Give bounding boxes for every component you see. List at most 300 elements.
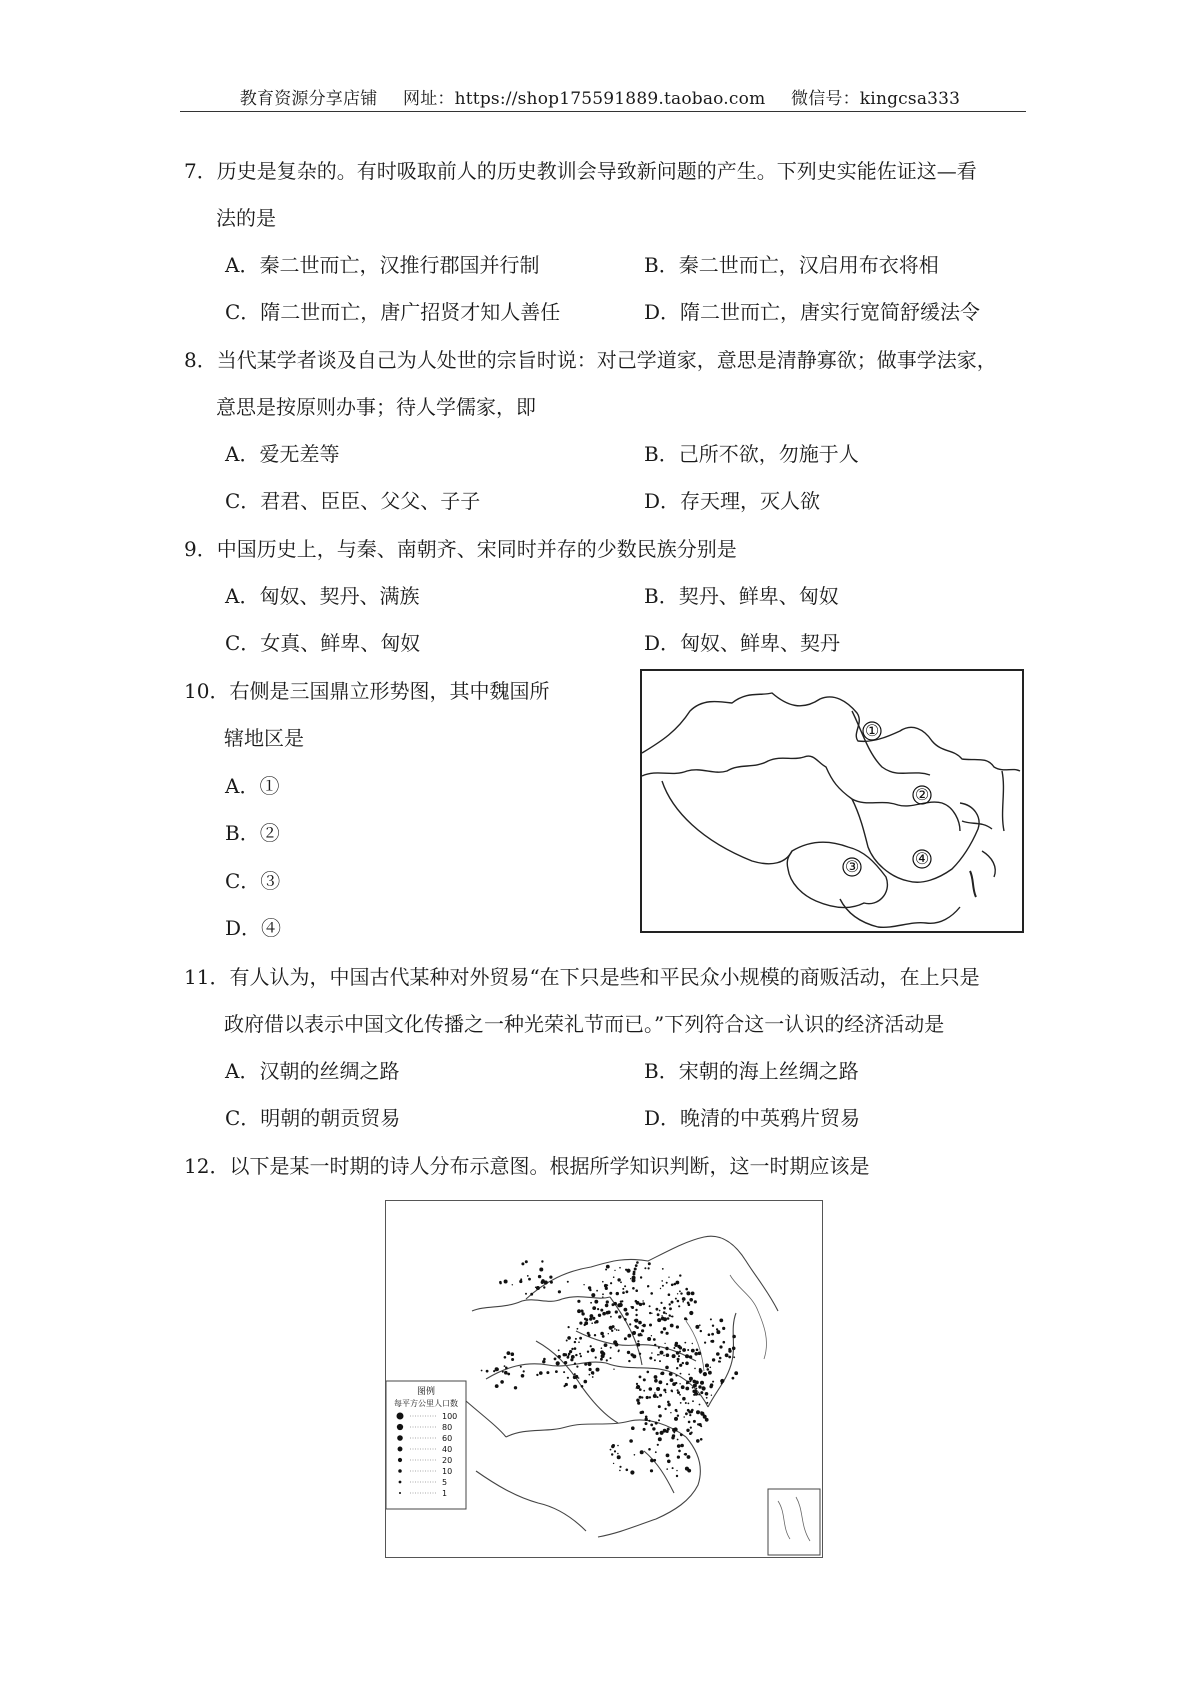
poet-dot	[650, 1424, 653, 1427]
poet-dot	[634, 1319, 636, 1321]
map-label-2: ②	[914, 785, 930, 804]
poet-dot	[650, 1459, 654, 1463]
poet-dot	[647, 1371, 650, 1374]
poet-dot	[660, 1302, 662, 1304]
poet-dot	[642, 1300, 643, 1301]
poet-dot	[611, 1445, 614, 1448]
poet-dot	[635, 1314, 637, 1316]
poet-dot	[675, 1409, 678, 1412]
poet-dot	[675, 1298, 677, 1300]
poet-dot	[725, 1353, 729, 1357]
poet-dot	[700, 1391, 703, 1394]
poet-dot	[688, 1403, 690, 1405]
poet-dot	[610, 1357, 612, 1359]
poet-dot	[654, 1359, 656, 1361]
question-11-option-b[interactable]: B．宋朝的海上丝绸之路	[644, 1059, 859, 1083]
poet-dot	[589, 1368, 592, 1371]
poet-dot	[648, 1420, 650, 1422]
poet-dot	[617, 1455, 621, 1459]
poet-dot	[693, 1384, 697, 1388]
poet-dot	[609, 1292, 612, 1295]
poet-dot	[637, 1343, 641, 1347]
poet-dot	[675, 1374, 677, 1376]
poet-dot	[684, 1298, 686, 1300]
poet-dot	[676, 1470, 677, 1471]
page-header	[180, 84, 1020, 109]
poet-dot	[712, 1325, 714, 1327]
poet-dot	[535, 1287, 537, 1289]
map-legend	[386, 1381, 466, 1509]
question-9-option-a[interactable]: A．匈奴、契丹、满族	[225, 584, 420, 608]
poet-dot	[600, 1350, 604, 1354]
poet-dot	[677, 1456, 680, 1459]
poet-dot	[696, 1388, 698, 1390]
question-9-option-d[interactable]: D．匈奴、鲜卑、契丹	[644, 631, 841, 655]
question-8-option-c[interactable]: C．君君、臣臣、父父、子子	[225, 489, 481, 513]
poet-dot	[613, 1463, 614, 1464]
question-10-option-b[interactable]: B．②	[225, 821, 280, 845]
poet-dot	[646, 1396, 649, 1399]
poet-dot	[668, 1293, 671, 1296]
poet-dot	[605, 1269, 607, 1271]
poet-dot	[720, 1379, 724, 1383]
poet-dot	[663, 1327, 666, 1330]
poet-dot	[610, 1449, 612, 1451]
poet-dot	[689, 1414, 691, 1416]
poet-dot	[574, 1341, 576, 1343]
poet-dot	[550, 1281, 553, 1284]
question-7-option-c[interactable]: C．隋二世而亡，唐广招贤才知人善任	[225, 300, 561, 324]
poet-dot	[587, 1332, 590, 1335]
question-8-option-d[interactable]: D．存天理，灭人欲	[644, 489, 821, 513]
poet-dot	[659, 1360, 661, 1362]
poet-dot	[676, 1367, 678, 1369]
poet-dot	[622, 1291, 625, 1294]
header-shop: 教育资源分享店铺	[239, 89, 378, 109]
question-8-option-a[interactable]: A．爱无差等	[225, 442, 340, 466]
poet-dot	[577, 1328, 579, 1330]
poet-dot	[635, 1309, 637, 1311]
poet-dot	[676, 1281, 680, 1285]
poet-dot	[677, 1293, 678, 1294]
question-7-stem	[184, 160, 977, 182]
poet-dot	[697, 1423, 699, 1425]
poet-dot	[602, 1296, 603, 1297]
poet-dot	[705, 1364, 709, 1368]
poet-dot	[617, 1278, 620, 1281]
poet-dot	[636, 1261, 639, 1264]
poet-dot	[644, 1267, 646, 1269]
poet-dot	[601, 1354, 605, 1358]
poet-dot	[538, 1275, 541, 1278]
legend-value: 20	[442, 1456, 453, 1465]
poet-dot	[606, 1311, 610, 1315]
poet-dot	[648, 1262, 651, 1265]
poet-dot	[581, 1312, 584, 1315]
poet-dot	[536, 1374, 538, 1376]
poet-dot	[664, 1343, 665, 1344]
poet-dot	[718, 1360, 720, 1362]
poet-dot	[671, 1316, 672, 1317]
poet-dot	[673, 1347, 675, 1349]
poet-dot	[656, 1379, 658, 1381]
poet-dot	[632, 1354, 636, 1358]
poet-dot	[719, 1357, 722, 1360]
poet-dot	[716, 1330, 720, 1334]
question-7-option-a[interactable]: A．秦二世而亡，汉推行郡国并行制	[225, 253, 540, 277]
poet-dot	[668, 1277, 669, 1278]
poet-dot	[570, 1351, 572, 1353]
legend-symbol	[397, 1435, 403, 1441]
poet-dot	[591, 1322, 593, 1324]
question-11-option-c[interactable]: C．明朝的朝贡贸易	[225, 1106, 401, 1130]
legend-symbol	[398, 1458, 402, 1462]
poet-dot	[677, 1389, 679, 1391]
poet-dot	[675, 1342, 678, 1345]
poet-dot	[656, 1432, 659, 1435]
poet-dot	[650, 1469, 653, 1472]
poet-dot	[581, 1385, 584, 1388]
poet-dot	[649, 1357, 652, 1360]
poet-dot	[669, 1303, 671, 1305]
poet-dot	[611, 1330, 613, 1332]
poet-dot	[507, 1373, 510, 1376]
poet-dot	[579, 1353, 581, 1355]
question-11-option-a[interactable]: A．汉朝的丝绸之路	[225, 1059, 400, 1083]
poet-dot	[680, 1433, 683, 1436]
poet-dot	[541, 1281, 544, 1284]
poet-dot	[657, 1396, 659, 1398]
poet-dot	[602, 1335, 605, 1338]
question-11-stem-cont: 政府借以表示中国文化传播之一种光荣礼节而已。”下列符合这一认识的经济活动是	[224, 1012, 945, 1036]
poet-dot	[598, 1314, 601, 1317]
poet-dot	[651, 1313, 652, 1314]
poet-dot	[686, 1291, 690, 1295]
poet-dot	[660, 1351, 664, 1355]
poet-dot	[658, 1347, 660, 1349]
poet-dot	[654, 1459, 657, 1462]
poet-dot	[555, 1370, 558, 1373]
poet-dot	[669, 1314, 671, 1316]
south-china-sea-inset	[768, 1489, 820, 1555]
question-8-stem-cont: 意思是按原则办事；待人学儒家，即	[216, 395, 536, 419]
poet-dot	[633, 1271, 636, 1274]
poet-dot	[684, 1342, 686, 1344]
poet-dot	[691, 1292, 695, 1296]
poet-dot	[567, 1377, 569, 1379]
poet-dot	[628, 1360, 630, 1362]
poet-dot	[514, 1386, 517, 1389]
poet-dot	[521, 1262, 524, 1265]
poet-dot	[630, 1306, 632, 1308]
poet-dot	[520, 1366, 522, 1368]
poet-dot	[624, 1285, 626, 1287]
poet-dot	[671, 1436, 674, 1439]
poet-dot	[608, 1333, 609, 1334]
poet-dot	[685, 1412, 688, 1415]
poet-dot	[629, 1439, 633, 1443]
poet-dot	[671, 1391, 673, 1393]
legend-subtitle: 每平方公里人口数	[394, 1399, 458, 1408]
question-text: 当代某学者谈及自己为人处世的宗旨时说：对己学道家，意思是清静寡欲；做事学法家，	[216, 348, 997, 372]
poet-dot	[573, 1376, 577, 1380]
poet-dot	[588, 1286, 591, 1289]
poet-dot	[606, 1359, 608, 1361]
question-10-option-a[interactable]: A．①	[225, 774, 280, 798]
poet-dot	[649, 1396, 651, 1398]
poet-dot	[655, 1451, 657, 1453]
poet-dot	[672, 1428, 676, 1432]
poet-dot	[600, 1309, 603, 1312]
poet-dot	[716, 1352, 720, 1356]
poet-dot	[577, 1309, 581, 1313]
poet-dot	[670, 1378, 674, 1382]
question-11-option-d[interactable]: D．晚清的中英鸦片贸易	[644, 1106, 861, 1130]
poet-dot	[632, 1331, 636, 1335]
poet-dot	[732, 1347, 736, 1351]
poet-dot	[665, 1347, 668, 1350]
poet-dot	[686, 1381, 689, 1384]
poet-dot	[728, 1356, 731, 1359]
poet-dot	[610, 1282, 612, 1284]
poet-dot	[669, 1372, 673, 1376]
question-10-option-c[interactable]: C．③	[225, 869, 281, 893]
poet-dot	[699, 1324, 701, 1326]
poet-dot	[592, 1373, 594, 1375]
poet-dot	[505, 1367, 508, 1370]
poet-dot	[626, 1290, 629, 1293]
poet-dot	[682, 1348, 686, 1352]
poet-dot	[698, 1385, 701, 1388]
poet-dot	[667, 1403, 670, 1406]
poet-dot	[647, 1337, 651, 1341]
poet-dot	[648, 1448, 651, 1451]
poet-dot	[649, 1324, 652, 1327]
poet-dot	[721, 1382, 723, 1384]
poet-dot	[543, 1358, 546, 1361]
poet-dot	[580, 1355, 582, 1357]
poet-dot	[732, 1377, 735, 1380]
poet-dot	[511, 1352, 515, 1356]
poet-dot	[541, 1260, 543, 1262]
poet-dot	[523, 1370, 525, 1372]
poet-dot	[665, 1366, 669, 1370]
poet-dot	[656, 1308, 659, 1311]
poet-dot	[672, 1354, 676, 1358]
poet-dot	[502, 1371, 504, 1373]
three-kingdoms-map-graphic	[642, 671, 1022, 931]
poet-dot	[734, 1371, 738, 1375]
poet-dot	[556, 1361, 560, 1365]
poet-dot	[663, 1389, 666, 1392]
poet-dot	[564, 1385, 566, 1387]
poet-dot	[667, 1428, 670, 1431]
poet-dot	[700, 1425, 702, 1427]
poet-dot	[636, 1387, 637, 1388]
poet-dot	[699, 1404, 701, 1406]
poet-dot	[642, 1302, 645, 1305]
poet-dot	[521, 1374, 525, 1378]
question-9-option-b[interactable]: B．契丹、鲜卑、匈奴	[644, 584, 839, 608]
poet-dot	[696, 1349, 699, 1352]
poet-dot	[711, 1340, 714, 1343]
poet-dot	[619, 1466, 621, 1468]
poet-dot	[672, 1467, 674, 1469]
poet-dot	[500, 1380, 504, 1384]
question-10-option-d[interactable]: D．④	[225, 916, 282, 940]
poet-dot	[719, 1319, 723, 1323]
poet-dot	[665, 1392, 667, 1394]
poet-dot	[605, 1287, 608, 1290]
poet-dot	[639, 1353, 641, 1355]
poet-dot	[622, 1288, 624, 1290]
poet-dot	[577, 1300, 580, 1303]
poet-dot	[687, 1455, 691, 1459]
poet-dot	[584, 1324, 586, 1326]
question-9-option-c[interactable]: C．女真、鲜卑、匈奴	[225, 631, 421, 655]
poet-dot	[663, 1355, 665, 1357]
poet-dot	[620, 1281, 622, 1283]
poet-dot	[558, 1355, 561, 1358]
poet-dot	[619, 1267, 621, 1269]
poet-dot	[679, 1290, 681, 1292]
question-number: 7．	[184, 159, 217, 183]
poet-dot	[711, 1333, 714, 1336]
poet-dot	[519, 1280, 522, 1283]
poet-dot	[656, 1387, 660, 1391]
poet-dot	[600, 1358, 603, 1361]
poet-dot	[590, 1302, 592, 1304]
question-7-option-b[interactable]: B．秦二世而亡，汉启用布衣将相	[644, 253, 939, 277]
legend-value: 1	[442, 1489, 448, 1498]
poet-dot	[658, 1437, 662, 1441]
question-text: 有人认为，中国古代某种对外贸易“在下只是些和平民众小规模的商贩活动，在上只是	[229, 965, 980, 989]
poet-dot	[679, 1383, 680, 1384]
poet-dot	[618, 1315, 621, 1318]
poet-dot	[692, 1387, 694, 1389]
poet-dot	[589, 1318, 592, 1321]
poet-dot	[539, 1371, 543, 1375]
poet-dot	[579, 1322, 582, 1325]
poet-dot	[712, 1381, 714, 1383]
poet-dot	[681, 1385, 685, 1389]
poet-dot	[495, 1384, 499, 1388]
poet-dot	[708, 1371, 712, 1375]
poet-dot	[643, 1378, 646, 1381]
poet-dot	[712, 1358, 715, 1361]
poet-dot	[587, 1351, 589, 1353]
legend-symbol	[397, 1424, 403, 1430]
question-number: 9．	[184, 537, 217, 561]
poet-dot	[630, 1470, 634, 1474]
poet-dot	[554, 1358, 557, 1361]
three-kingdoms-map	[640, 669, 1024, 933]
poet-dot	[627, 1351, 630, 1354]
poet-dot	[610, 1316, 612, 1318]
poet-dot	[629, 1323, 631, 1325]
poet-dot	[643, 1390, 645, 1392]
poet-dot	[584, 1318, 587, 1321]
poet-dot	[700, 1330, 702, 1332]
poet-dot	[648, 1267, 650, 1269]
poet-dot	[564, 1361, 567, 1364]
poet-dot	[686, 1319, 688, 1321]
poet-dot	[597, 1308, 599, 1310]
poet-dot	[602, 1293, 604, 1295]
question-7-stem-cont: 法的是	[216, 206, 276, 230]
poet-dot	[584, 1380, 588, 1384]
question-9-stem	[184, 538, 737, 560]
poet-dot	[678, 1450, 681, 1453]
poet-dot	[619, 1470, 621, 1472]
poet-dot	[639, 1322, 641, 1324]
poet-dot	[705, 1392, 709, 1396]
header-url: 网址：https://shop175591889.taobao.com	[403, 89, 766, 109]
poet-dot	[706, 1402, 708, 1404]
poet-dot	[670, 1412, 671, 1413]
question-7-option-d[interactable]: D．隋二世而亡，唐实行宽简舒缓法令	[644, 300, 981, 324]
poet-dot	[680, 1292, 682, 1294]
legend-value: 80	[442, 1423, 453, 1432]
poet-dot	[652, 1427, 655, 1430]
poet-dot	[525, 1293, 527, 1295]
poet-dot	[612, 1303, 615, 1306]
poet-dot	[659, 1310, 661, 1312]
poet-dot	[630, 1278, 631, 1279]
poet-dot	[651, 1352, 653, 1354]
poet-dot	[620, 1301, 622, 1303]
question-8-option-b[interactable]: B．己所不欲，勿施于人	[644, 442, 859, 466]
poet-dot	[616, 1292, 619, 1295]
poet-dot	[616, 1329, 618, 1331]
poet-dot	[645, 1418, 648, 1421]
poet-dot	[670, 1324, 674, 1328]
poet-dot	[639, 1376, 642, 1379]
poet-dot	[676, 1325, 679, 1328]
poet-dot	[700, 1381, 704, 1385]
header-rule	[180, 111, 1026, 112]
legend-symbol	[397, 1413, 404, 1420]
poet-dot	[645, 1422, 648, 1425]
poet-dot	[690, 1427, 692, 1429]
poet-dot	[685, 1362, 689, 1366]
poet-dot	[692, 1343, 693, 1344]
poet-dot	[663, 1307, 666, 1310]
poet-dot	[682, 1397, 686, 1401]
poet-dot	[536, 1286, 540, 1290]
poet-dot	[614, 1450, 616, 1452]
poet-dot	[653, 1394, 657, 1398]
poet-dot	[666, 1468, 668, 1470]
poet-dot	[671, 1284, 674, 1287]
poet-dot	[617, 1453, 619, 1455]
poet-dot	[567, 1337, 569, 1339]
poet-dot	[689, 1355, 692, 1358]
poet-dot	[666, 1454, 670, 1458]
poet-dot	[634, 1454, 636, 1456]
poet-dot	[596, 1368, 600, 1372]
poet-dot	[530, 1293, 533, 1296]
poet-dot	[614, 1328, 616, 1330]
poet-dot	[693, 1380, 697, 1384]
question-12-stem	[184, 1155, 869, 1177]
poet-dot	[624, 1337, 627, 1340]
poet-dot	[660, 1288, 661, 1289]
poet-dot	[571, 1348, 573, 1350]
poet-dot	[704, 1342, 706, 1344]
poet-dot	[632, 1276, 636, 1280]
poet-dot	[679, 1274, 681, 1276]
